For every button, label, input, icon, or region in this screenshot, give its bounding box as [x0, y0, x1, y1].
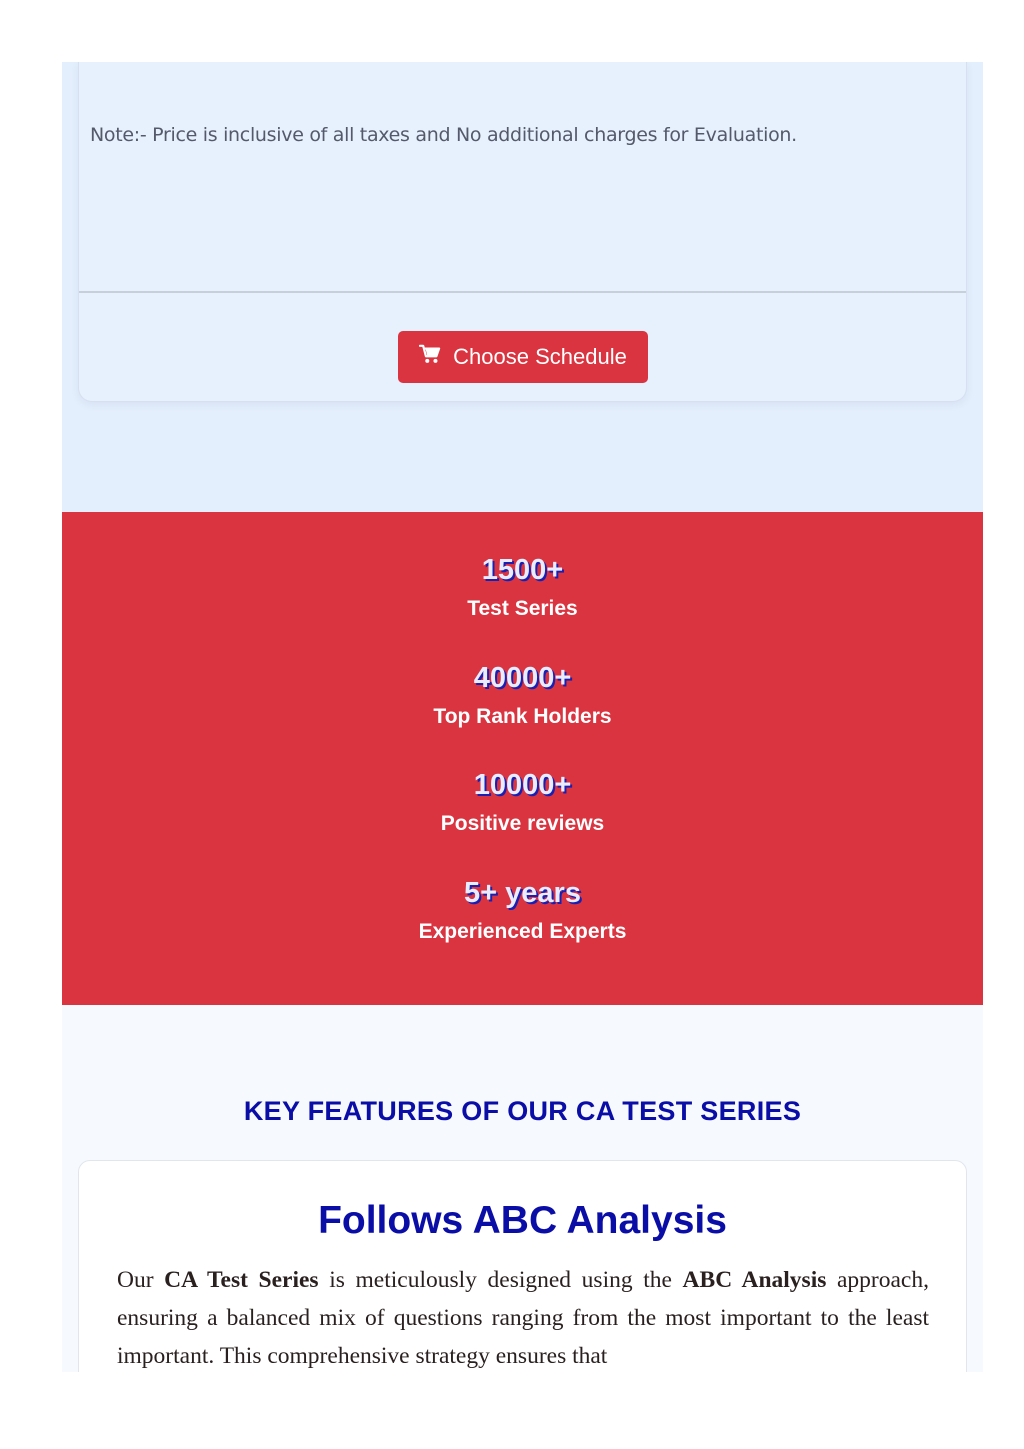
stat-top-rank-holders — [62, 661, 983, 730]
stat-value: 1500+ — [481, 554, 564, 586]
stat-label: Positive reviews — [440, 812, 605, 835]
stat-experienced-experts — [62, 876, 983, 945]
choose-schedule-button[interactable] — [398, 331, 648, 383]
stat-test-series — [62, 553, 983, 622]
stat-label: Experienced Experts — [418, 920, 627, 943]
stat-value: 5+ years — [464, 877, 581, 909]
divider — [79, 291, 966, 293]
feature-card — [78, 1160, 967, 1372]
stats-section — [62, 512, 983, 1005]
features-heading: KEY FEATURES OF OUR CA TEST SERIES — [243, 1096, 802, 1126]
stat-positive-reviews — [62, 768, 983, 837]
price-note: Note:- Price is inclusive of all taxes and No additional charges for Evaluation. — [90, 124, 797, 146]
page — [62, 62, 983, 1372]
feature-title: Follows ABC Analysis — [318, 1199, 727, 1242]
feature-description: Our CA Test Series is meticulously designed using the ABC Analysis approach, ensuring a balanced mix of questions ranging from the most important to the least important. This comprehensive strategy ensures that — [117, 1267, 929, 1369]
features-section — [62, 1005, 983, 1372]
stat-value: 40000+ — [473, 662, 572, 694]
pricing-section — [62, 62, 983, 512]
stat-value: 10000+ — [473, 769, 572, 801]
pricing-card — [78, 62, 967, 402]
choose-schedule-label: Choose Schedule — [453, 344, 627, 369]
stat-label: Top Rank Holders — [433, 705, 612, 728]
stat-label: Test Series — [467, 597, 578, 620]
shopping-cart-icon — [419, 344, 441, 370]
